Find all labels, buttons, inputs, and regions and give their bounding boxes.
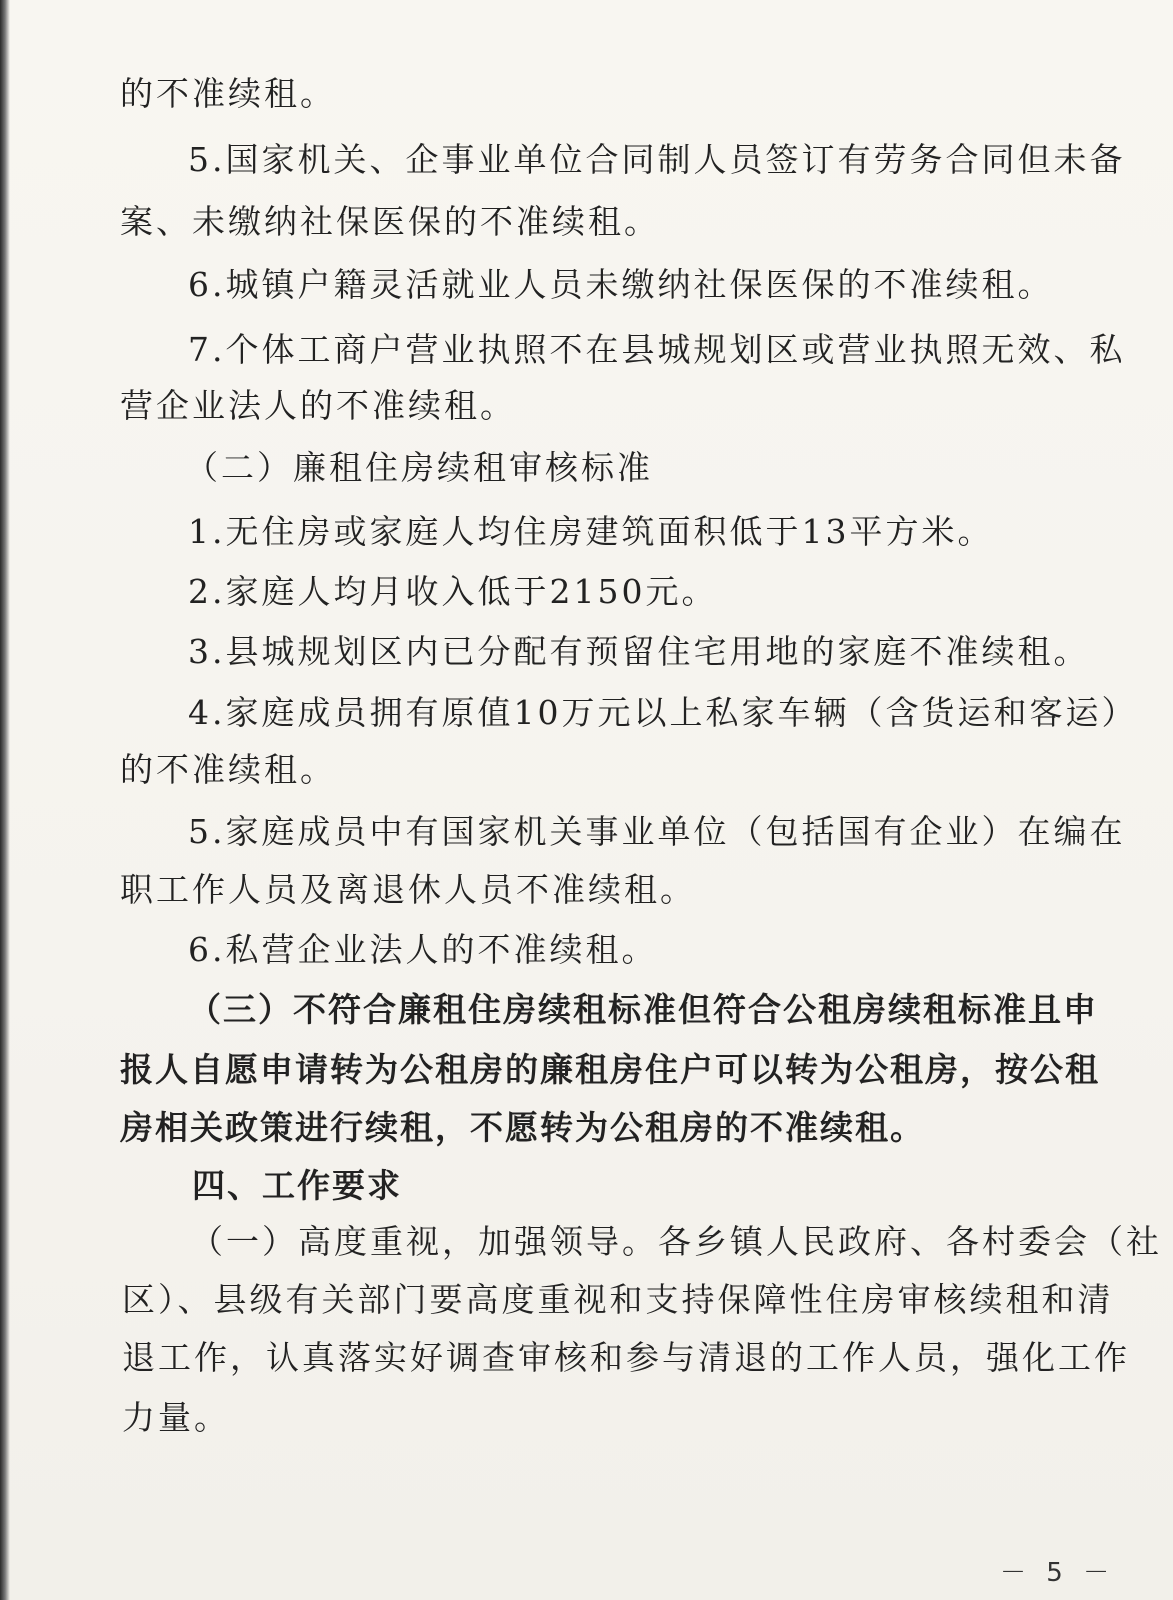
- text-line-4: 6.城镇户籍灵活就业人员未缴纳社保医保的不准续租。: [188, 265, 1054, 304]
- text-line-9: 2.家庭人均月收入低于2150元。: [188, 572, 718, 611]
- text-line-20: （一）高度重视，加强领导。各乡镇人民政府、各村委会（社: [190, 1222, 1162, 1261]
- text-line-21: 区）、县级有关部门要高度重视和支持保障性住房审核续租和清: [122, 1280, 1114, 1319]
- text-line-15: 6.私营企业法人的不准续租。: [188, 930, 658, 969]
- text-line-6: 营企业法人的不准续租。: [120, 386, 516, 425]
- text-line-17: 报人自愿申请转为公租房的廉租房住户可以转为公租房，按公租: [120, 1050, 1100, 1089]
- text-line-1: 的不准续租。: [120, 74, 336, 113]
- text-line-8: 1.无住房或家庭人均住房建筑面积低于13平方米。: [188, 512, 994, 551]
- text-line-12: 的不准续租。: [120, 750, 336, 789]
- text-line-14: 职工作人员及离退休人员不准续租。: [120, 870, 696, 909]
- text-line-22: 退工作，认真落实好调查审核和参与清退的工作人员，强化工作: [122, 1338, 1130, 1377]
- text-line-10: 3.县城规划区内已分配有预留住宅用地的家庭不准续租。: [188, 632, 1090, 671]
- text-line-23: 力量。: [122, 1398, 230, 1437]
- text-line-18: 房相关政策进行续租，不愿转为公租房的不准续租。: [120, 1108, 925, 1147]
- section-heading-4: 四、工作要求: [192, 1166, 402, 1205]
- text-line-2: 5.国家机关、企事业单位合同制人员签订有劳务合同但未备: [188, 140, 1126, 179]
- text-line-3: 案、未缴纳社保医保的不准续租。: [120, 202, 660, 241]
- text-line-5: 7.个体工商户营业执照不在县城规划区或营业执照无效、私: [188, 330, 1126, 369]
- section-heading-2: （二）廉租住房续租审核标准: [185, 448, 653, 487]
- scan-edge-shadow: [0, 0, 10, 1600]
- page-number: － 5 －: [1000, 1558, 1116, 1588]
- text-line-11: 4.家庭成员拥有原值10万元以上私家车辆（含货运和客运）: [188, 693, 1138, 732]
- text-line-16: （三）不符合廉租住房续租标准但符合公租房续租标准且申: [188, 990, 1098, 1029]
- text-line-13: 5.家庭成员中有国家机关事业单位（包括国有企业）在编在: [188, 812, 1126, 851]
